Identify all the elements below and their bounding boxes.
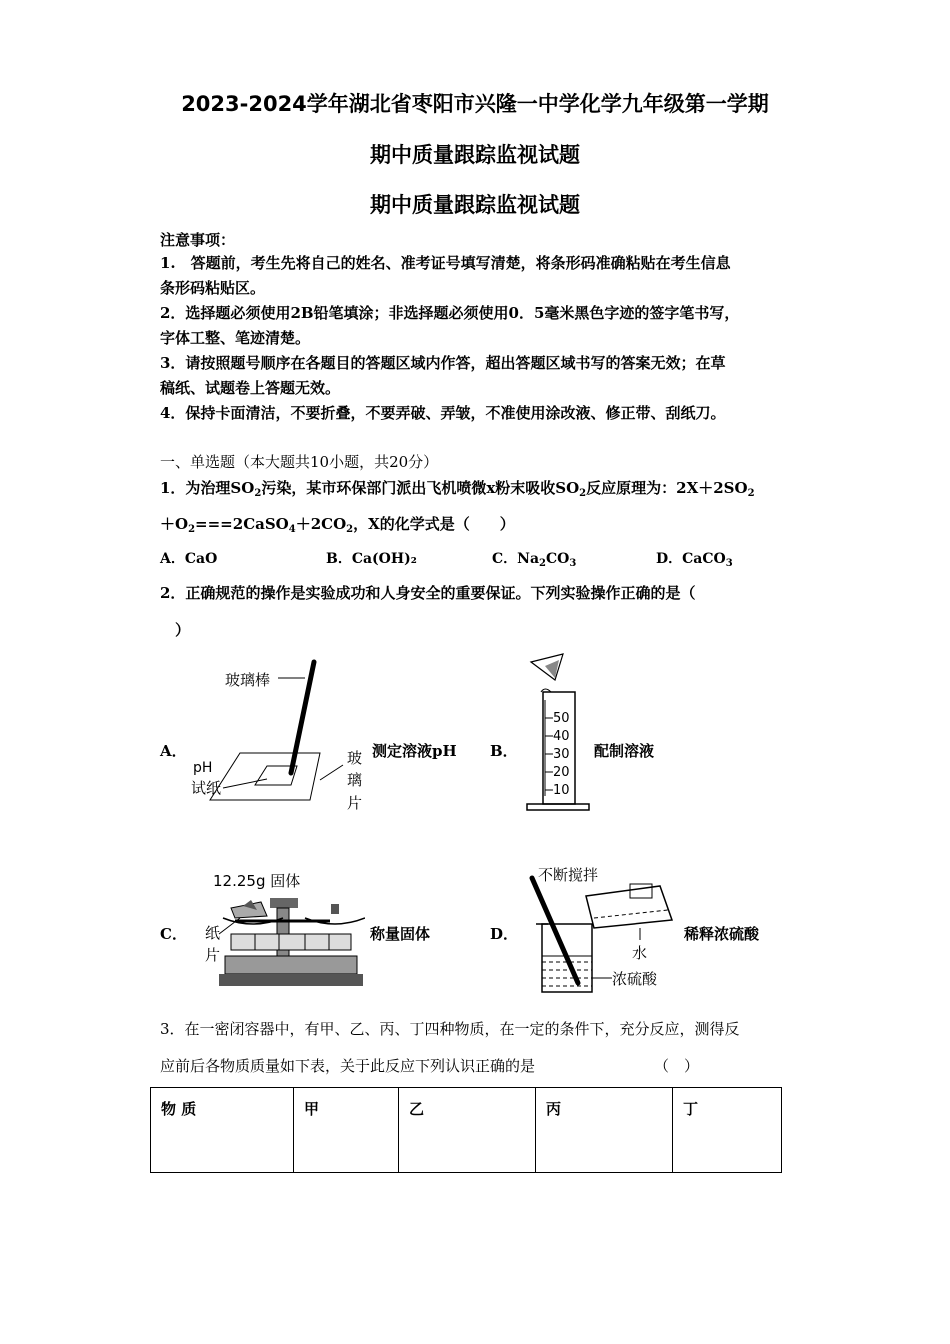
notice-item: 条形码粘贴区。 — [160, 279, 266, 297]
option-c-caption: 称量固体 — [370, 925, 431, 943]
table-header-cell: 乙 — [399, 1088, 536, 1173]
mass-table — [150, 1087, 782, 1173]
option-d-letter[interactable]: D． — [490, 925, 519, 943]
svg-text:水: 水 — [632, 944, 648, 962]
svg-text:不断搅拌: 不断搅拌 — [538, 866, 599, 884]
svg-text:10: 10 — [553, 783, 570, 798]
notice-item: 1. 答题前，考生先将自己的姓名、准考证号填写清楚，将条形码准确粘贴在考生信息 — [160, 254, 731, 272]
notice-item: 3．请按照题号顺序在各题目的答题区域内作答，超出答题区域书写的答案无效；在草 — [160, 354, 726, 372]
option-b[interactable]: B．Ca(OH)₂ — [326, 551, 417, 567]
table-header-row — [151, 1088, 782, 1173]
page-subtitle: 期中质量跟踪监视试题 — [370, 143, 580, 167]
option-a-caption: 测定溶液pH — [372, 742, 457, 760]
svg-text:pH: pH — [193, 760, 213, 776]
option-a-letter[interactable]: A． — [160, 742, 187, 760]
notice-item: 字体工整、笔迹清楚。 — [160, 329, 311, 347]
question-3-line2: 应前后各物质质量如下表，关于此反应下列认识正确的是 — [160, 1057, 536, 1075]
table-header-cell: 甲 — [294, 1088, 399, 1173]
notice-item: 2．选择题必须使用2B铅笔填涂；非选择题必须使用0．5毫米黑色字迹的签字笔书写， — [160, 304, 740, 322]
question-2-line1: 2．正确规范的操作是实验成功和人身安全的重要保证。下列实验操作正确的是（ — [160, 584, 696, 602]
svg-text:璃: 璃 — [347, 771, 363, 789]
svg-text:50: 50 — [553, 711, 570, 726]
svg-text:40: 40 — [553, 729, 570, 744]
option-b-caption: 配制溶液 — [594, 742, 655, 760]
notice-item: 稿纸、试题卷上答题无效。 — [160, 379, 341, 397]
notice-heading: 注意事项： — [160, 231, 236, 249]
figure-dilution — [522, 858, 682, 998]
figure-balance — [195, 866, 365, 991]
page-title: 2023-2024学年湖北省枣阳市兴隆一中学化学九年级第一学期 — [181, 92, 769, 116]
question-3-answer-paren: （ ） — [654, 1057, 700, 1075]
option-d-caption: 稀释浓硫酸 — [684, 925, 760, 943]
figure-ph-test — [185, 655, 370, 820]
option-a[interactable]: A．CaO — [160, 551, 218, 567]
svg-text:20: 20 — [553, 765, 570, 780]
option-c-letter[interactable]: C． — [160, 925, 187, 943]
figure-graduated-cylinder — [515, 652, 590, 814]
svg-text:片: 片 — [347, 794, 363, 812]
question-3-line1: 3．在一密闭容器中，有甲、乙、丙、丁四种物质，在一定的条件下，充分反应，测得反 — [160, 1020, 740, 1038]
label-glass-rod: 玻璃棒 — [225, 671, 271, 689]
table-header-cell: 物 质 — [151, 1088, 294, 1173]
option-b-letter[interactable]: B． — [490, 742, 518, 760]
svg-text:试纸: 试纸 — [191, 779, 222, 797]
notice-item: 4．保持卡面清洁，不要折叠，不要弄破、弄皱，不准使用涂改液、修正带、刮纸刀。 — [160, 404, 726, 422]
option-c[interactable]: C．$Na_2CO_3$ — [492, 551, 577, 569]
table-header-cell: 丙 — [536, 1088, 673, 1173]
svg-text:30: 30 — [553, 747, 570, 762]
svg-text:浓硫酸: 浓硫酸 — [612, 970, 658, 988]
section-heading: 一、单选题（本大题共10小题，共20分） — [160, 453, 439, 471]
svg-text:12.25g 固体: 12.25g 固体 — [213, 872, 301, 890]
svg-text:纸: 纸 — [205, 924, 221, 942]
question-2-line2: ） — [175, 621, 191, 639]
svg-text:片: 片 — [205, 946, 221, 964]
question-1-line2: $+O_2===2CaSO_4+2CO_2$，X的化学式是（ ） — [160, 515, 515, 535]
option-d[interactable]: D．CaCO$_3$ — [656, 551, 733, 569]
svg-text:玻: 玻 — [347, 749, 363, 767]
table-header-cell: 丁 — [673, 1088, 782, 1173]
page-subtitle-repeat: 期中质量跟踪监视试题 — [370, 193, 580, 217]
question-1-line1: 1．为治理$SO_2$污染，某市环保部门派出飞机喷微x粉末吸收$SO_2$反应原理为：$2X+2SO_2$ — [160, 479, 755, 499]
